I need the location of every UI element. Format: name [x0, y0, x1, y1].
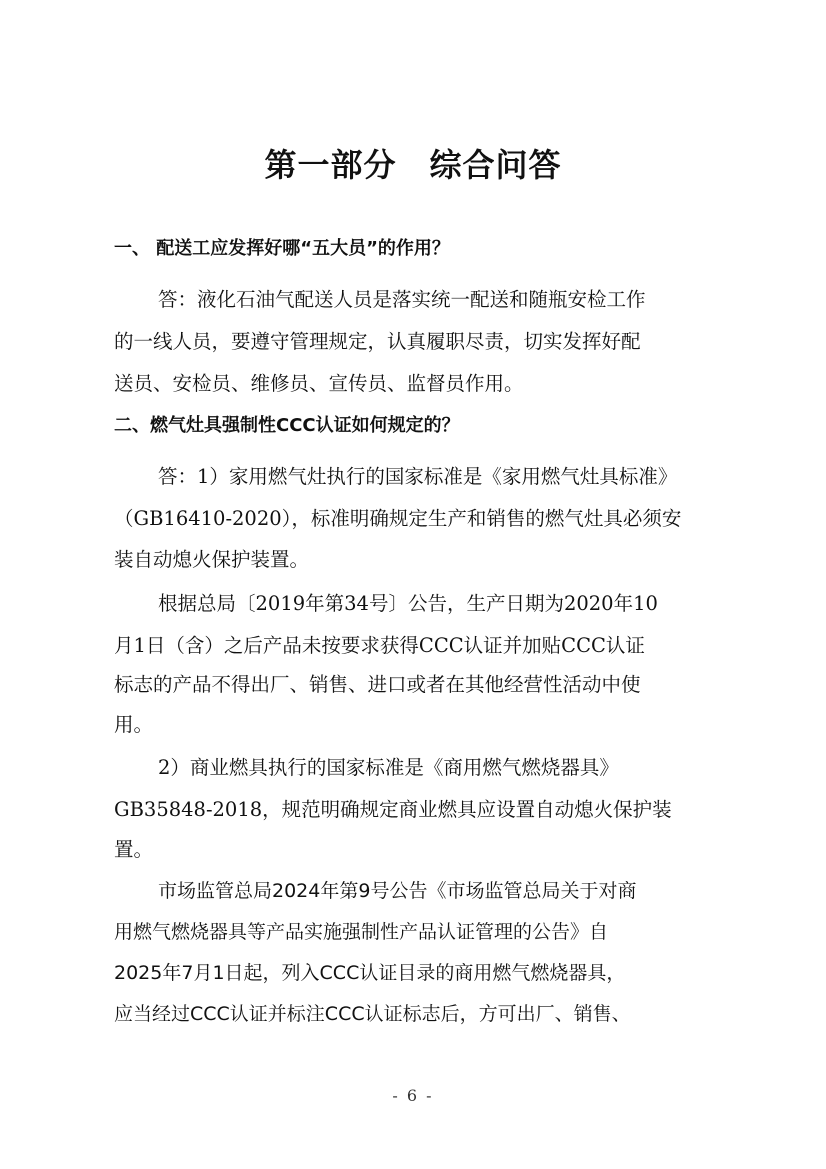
section-heading-1: 一、 配送工应发挥好哪“五大员”的作用？ [114, 238, 450, 259]
paragraph-line: 应当经过CCC认证并标注CCC认证标志后，方可出厂、销售、 [114, 1003, 631, 1025]
paragraph-line: 装自动熄火保护装置。 [114, 548, 310, 571]
paragraph-line: 用。 [114, 713, 154, 736]
paragraph-line: 根据总局〔2019年第34号〕公告，生产日期为2020年10 [158, 592, 658, 615]
paragraph-line: 月1日（含）之后产品未按要求获得CCC认证并加贴CCC认证 [114, 634, 645, 657]
paragraph-line: 答：1）家用燃气灶执行的国家标准是《家用燃气灶具标准》 [158, 465, 678, 488]
page-title: 第一部分 综合问答 [264, 146, 562, 184]
page-number: - 6 - [392, 1086, 434, 1105]
paragraph-line: 的一线人员，要遵守管理规定，认真履职尽责，切实发挥好配 [114, 330, 641, 353]
paragraph-line: GB35848-2018，规范明确规定商业燃具应设置自动熄火保护装 [114, 798, 672, 821]
paragraph-line: 2025年7月1日起，列入CCC认证目录的商用燃气燃烧器具， [114, 962, 626, 984]
paragraph-line: 2）商业燃具执行的国家标准是《商用燃气燃烧器具》 [158, 756, 619, 779]
paragraph-line: 送员、安检员、维修员、宣传员、监督员作用。 [114, 372, 524, 395]
paragraph-line: 置。 [114, 838, 154, 861]
paragraph-line: 市场监管总局2024年第9号公告《市场监管总局关于对商 [158, 880, 637, 902]
section-heading-2: 二、燃气灶具强制性CCC认证如何规定的？ [114, 415, 460, 436]
paragraph-line: 用燃气燃烧器具等产品实施强制性产品认证管理的公告》自 [114, 921, 609, 943]
paragraph-line: 标志的产品不得出厂、销售、进口或者在其他经营性活动中使 [114, 673, 641, 696]
paragraph-line: 答：液化石油气配送人员是落实统一配送和随瓶安检工作 [158, 288, 646, 311]
paragraph-line: （GB16410-2020），标准明确规定生产和销售的燃气灶具必须安 [114, 507, 682, 530]
